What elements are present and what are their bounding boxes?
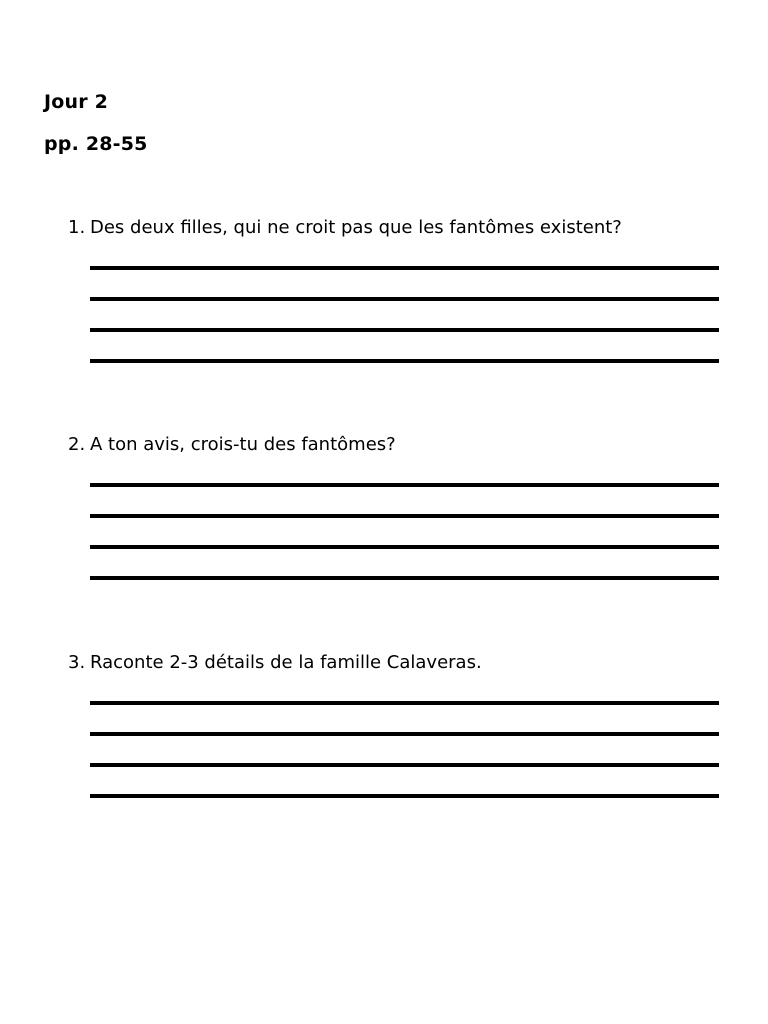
- question-2: [68, 433, 728, 457]
- question-3: [68, 651, 728, 675]
- answer-line[interactable]: [90, 359, 719, 363]
- question-prompt: [68, 651, 728, 675]
- question-prompt: [68, 216, 728, 240]
- question-prompt: [68, 433, 728, 457]
- question-1: [68, 216, 728, 240]
- answer-line[interactable]: [90, 328, 719, 332]
- question-number: 1.: [68, 217, 86, 238]
- answer-line[interactable]: [90, 297, 719, 301]
- question-number: 2.: [68, 434, 86, 455]
- question-number: 3.: [68, 652, 86, 673]
- answer-line[interactable]: [90, 794, 719, 798]
- answer-line[interactable]: [90, 266, 719, 270]
- page-range: pp. 28-55: [44, 133, 148, 155]
- answer-line[interactable]: [90, 763, 719, 767]
- question-text: A ton avis, crois-tu des fantômes?: [90, 434, 396, 455]
- answer-line[interactable]: [90, 701, 719, 705]
- day-heading: Jour 2: [44, 91, 109, 113]
- answer-line[interactable]: [90, 483, 719, 487]
- question-text: Des deux filles, qui ne croit pas que les fantômes existent?: [90, 217, 622, 238]
- answer-line[interactable]: [90, 545, 719, 549]
- answer-line[interactable]: [90, 576, 719, 580]
- answer-line[interactable]: [90, 732, 719, 736]
- question-text: Raconte 2-3 détails de la famille Calaveras.: [90, 652, 482, 673]
- answer-line[interactable]: [90, 514, 719, 518]
